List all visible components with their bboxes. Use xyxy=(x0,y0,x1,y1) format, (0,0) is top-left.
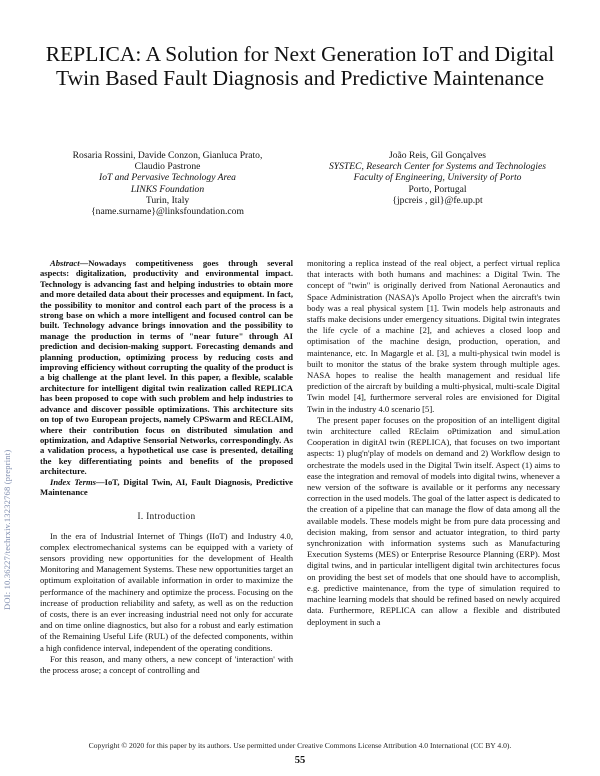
author-email: {name.surname}@linksfoundation.com xyxy=(91,206,244,218)
author-email: {jpcreis , gil}@fe.up.pt xyxy=(392,194,483,206)
author-org: LINKS Foundation xyxy=(130,183,205,195)
abstract xyxy=(40,258,293,477)
author-city: Turin, Italy xyxy=(145,194,190,206)
body-paragraph: In the era of Industrial Internet of Things (IIoT) and Industry 4.0, complex electromechanical systems can be equipped with a variety of sensors providing new opportunities for the development of Health Monitoring and Management Systems. These new opportunities target an optimum exploitation of available information in order to maximize the performance of the machinery and optimize the process. Focusing on the increase of production reliability and safety, as well as on the reduction of costs, there is an ever increasing industrial need not only for accurate and on time online diagnostics, but also for a robust and early estimation of the Remaining Useful Life (RUL) of the defected components, within a high confidence interval, independent of the operating conditions. xyxy=(40,530,293,653)
author-city: Porto, Portugal xyxy=(408,183,467,195)
author-block-left xyxy=(35,150,300,217)
author-org: Faculty of Engineering, University of Porto xyxy=(353,172,522,184)
author-block-right xyxy=(305,150,570,206)
index-terms xyxy=(40,477,293,498)
side-identifier: DOI: 10.36227/techrxiv.13232768 (preprint) xyxy=(2,449,12,610)
abstract-text: —Nowadays competitiveness goes through several aspects: digitalization, productivity and environmental impact. Technology is advancing fast and helping industries to obtain more and more detailed data about their processes and equipment. In fact, the possibility to monitor and control each part of the process is a strong base on which a more intelligent and focused control can be built. Technology advance brings innovation and the possibility to manage the production in terms of "near future" through AI prediction and decision-making support. Forecasting demands and planning production, optimizing process by reducing costs and improving efficiency without corrupting the quality of the product is a big challenge at the plant level. In this paper, a flexible, scalable architecture for intelligent digital twin realization called REPLICA has been proposed to cope with such problem and help industries to advance and discover possible optimizations. This architecture sits on top of two European projects, namely CPSwarm and RECLAIM, where their contribution focus on distributed simulation and optimization, and Adaptive Sensorial Networks, correspondingly. As a validation process, a hypothetical use case is presented, detailing the key differentiating points and benefits of the proposed architecture. xyxy=(40,258,293,477)
author-names: João Reis, Gil Gonçalves xyxy=(389,150,486,161)
copyright-footer: Copyright © 2020 for this paper by its authors. Use permitted under Creative Commons License Attribution 4.0 International (CC BY 4.0). xyxy=(88,741,512,750)
section-heading: I. Introduction xyxy=(137,511,196,522)
author-dept: SYSTEC, Research Center for Systems and Technologies xyxy=(328,161,546,173)
index-terms-lead: Index Terms xyxy=(50,476,96,487)
body-paragraph: The present paper focuses on the proposition of an intelligent digital twin architecture called REclaim oPtimization and simuLation Cooperation in digitAl twin (REPLICA), that focuses on two important aspects: 1) plug'n'play of models on demand and 2) Workflow design to orchestrate the models used in the Digital Twin itself. Aspect (1) aims to ease the integration and removal of models into digital twins, whenever a new version of the software is available or it performs any necessary correction in the used models. The goal of the latter aspect is dedicated to the creation of a pipeline that can manage the flow of data among all the available models. These models might be from pure data processing and decision making, from sensor and actuator integration, to third party synchronization with information systems such as Manufacturing Execution Systems (MES) or Enterprise Resource Planning (ERP). Most digital twins, and in particular intelligent digital twin architectures focus on providing the best set of models that one should have to accomplish, e.g. predictive maintenance, from the type of simulation required to machine learning models that should be refined based on newly acquired data. Furthermore, REPLICA can allow a flexible and distributed deployment in such a xyxy=(307,414,560,627)
index-terms-text: —IoT, Digital Twin, AI, Fault Diagnosis, Predictive Maintenance xyxy=(40,476,293,497)
paper-title: REPLICA: A Solution for Next Generation IoT and Digital Twin Based Fault Diagnosis and Predictive Maintenance xyxy=(45,42,555,90)
body-paragraph: monitoring a replica instead of the real object, a perfect virtual replica that interacts with both humans and machines: a Digital Twin. The concept of "twin" is originally derived from National Aeronautics and Space Administration (NASA)'s Apollo Project when the aircraft's twin body was a real physical system [1]. Twin models help astronauts and staffs make decisions under emergency situations. Digital twin integrates the life cycle of a machine [2], and achieves a closed loop and optimisation of the machine design, production, operation, and maintenance, etc. In Magargle et al. [3], a multi-physical twin model is built to monitor the status of the brake system through multiple ages. NASA hopes to realise the health management and residual life prediction of the aircraft by building a multi-physical, multi-scale Digital Twin model [4], furthermore serveral roles are envisioned for Digital Twin in the industry 4.0 scenario [5]. xyxy=(307,258,560,414)
author-names: Rosaria Rossini, Davide Conzon, Gianluca Prato, xyxy=(72,150,263,161)
abstract-lead: Abstract xyxy=(50,258,80,268)
author-names-cont: Claudio Pastrone xyxy=(134,161,201,173)
author-dept: IoT and Pervasive Technology Area xyxy=(99,172,236,184)
left-column xyxy=(40,258,293,676)
right-column xyxy=(307,258,560,628)
page-number: 55 xyxy=(294,755,306,766)
body-paragraph: For this reason, and many others, a new concept of 'interaction' with the process arose; a concept of controlling and xyxy=(40,653,293,675)
